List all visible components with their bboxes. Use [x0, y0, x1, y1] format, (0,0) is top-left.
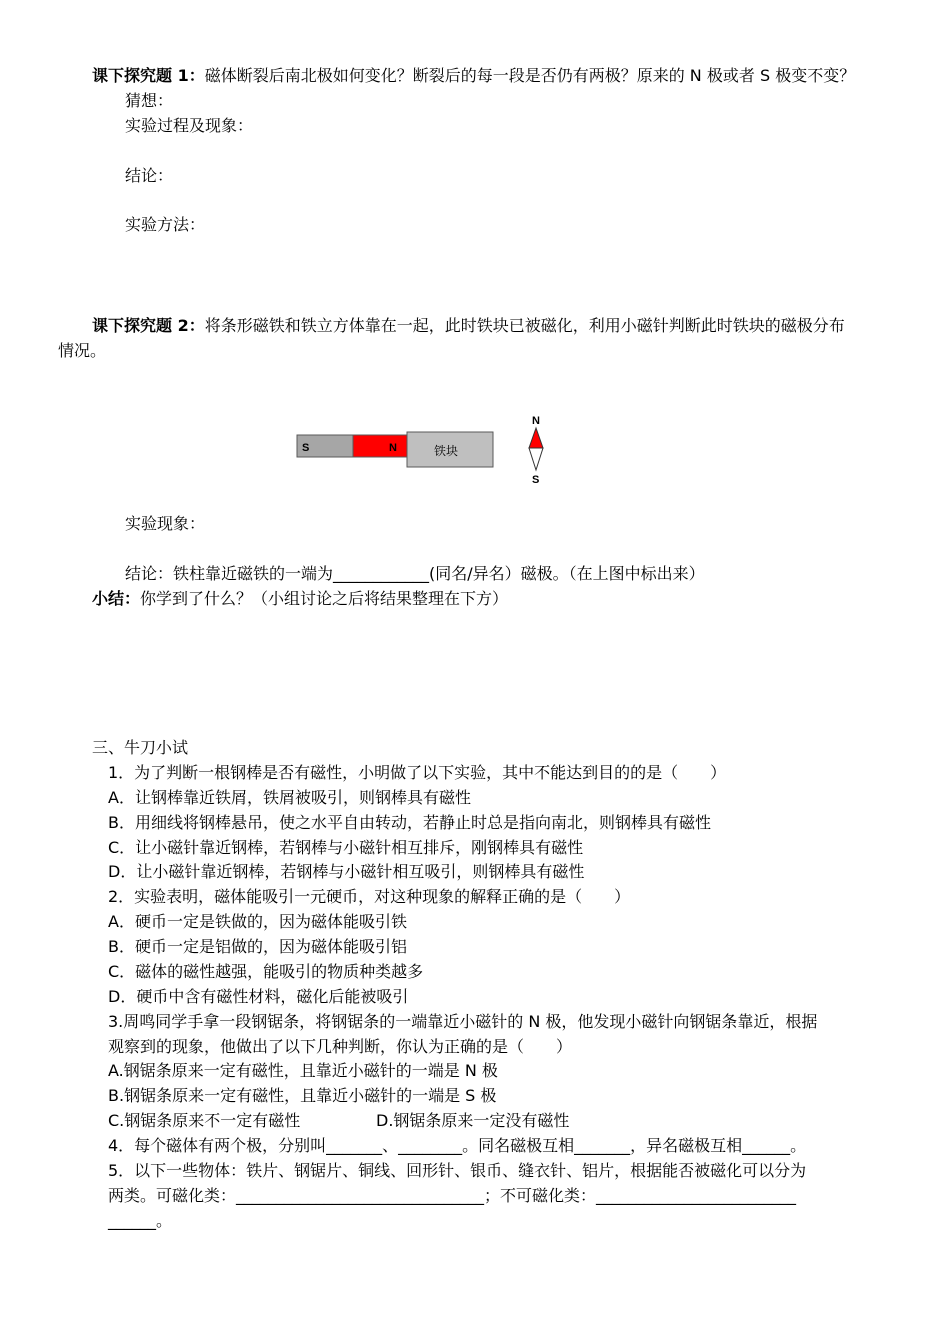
- summary: [92, 588, 508, 610]
- q2-phenomenon: 实验现象：: [125, 514, 206, 533]
- s3-line: 观察到的现象，他做出了以下几种判断，你认为正确的是（ ）: [108, 1037, 573, 1056]
- s3-line: D．让小磁针靠近钢棒，若钢棒与小磁针相互吸引，则钢棒具有磁性: [108, 862, 585, 881]
- s3-line: C．磁体的磁性越强，能吸引的物质种类越多: [108, 962, 424, 981]
- q1-conclusion: 结论：: [125, 166, 174, 185]
- s3-line: D.钢锯条原来一定没有磁性: [376, 1111, 570, 1130]
- magnet-n-label: N: [389, 442, 397, 454]
- s3-line: 2．实验表明，磁体能吸引一元硬币，对这种现象的解释正确的是（ ）: [108, 887, 631, 906]
- q2-heading: [92, 315, 845, 337]
- summary-text: 你学到了什么？（小组讨论之后将结果整理在下方）: [140, 589, 509, 608]
- s3-line: A．硬币一定是铁做的，因为磁体能吸引铁: [108, 912, 407, 931]
- s3-line: B．用细线将钢棒悬吊，使之水平自由转动，若静止时总是指向南北，则钢棒具有磁性: [108, 813, 711, 832]
- magnet-figure: [294, 410, 554, 490]
- needle-s-label: S: [532, 474, 540, 486]
- s3-line: 1．为了判断一根钢棒是否有磁性，小明做了以下实验，其中不能达到目的的是（ ）: [108, 763, 727, 782]
- s3-line: C．让小磁针靠近钢棒，若钢棒与小磁针相互排斥，刚钢棒具有磁性: [108, 838, 584, 857]
- s3-line: 4．每个磁体有两个极，分别叫_______、________。同名磁极互相_______，异名磁极互相______。: [108, 1136, 807, 1155]
- q2-text-line1: 将条形磁铁和铁立方体靠在一起，此时铁块已被磁化，利用小磁针判断此时铁块的磁极分布: [204, 316, 845, 335]
- s3-line: ______。: [108, 1211, 173, 1230]
- s3-line: C.钢锯条原来不一定有磁性: [108, 1111, 301, 1130]
- q1-heading: [92, 65, 855, 87]
- q1-text: 磁体断裂后南北极如何变化？断裂后的每一段是否仍有两极？原来的 N 极或者 S 极变不变？: [204, 66, 856, 85]
- needle-n-label: N: [532, 415, 540, 427]
- s3-line: D．硬币中含有磁性材料，磁化后能被吸引: [108, 987, 409, 1006]
- s3-line: A.钢锯条原来一定有磁性，且靠近小磁针的一端是 N 极: [108, 1061, 498, 1080]
- s3-line: A．让钢棒靠近铁屑，铁屑被吸引，则钢棒具有磁性: [108, 788, 471, 807]
- compass-needle-south: [529, 448, 543, 470]
- summary-label: 小结：: [92, 589, 141, 608]
- q2-conclusion: 结论：铁柱靠近磁铁的一端为____________(同名/异名）磁极。（在上图中标出来）: [125, 564, 705, 583]
- s3-line: B．硬币一定是铝做的，因为磁体能吸引铝: [108, 937, 407, 956]
- magnet-north-half: [353, 435, 407, 457]
- iron-block-label: 铁块: [434, 444, 459, 458]
- q1-process: 实验过程及现象：: [125, 116, 254, 135]
- q2-text-line2: 情况。: [58, 341, 107, 360]
- compass-needle-north: [529, 428, 543, 448]
- q1-method: 实验方法：: [125, 215, 206, 234]
- magnet-s-label: S: [302, 442, 310, 454]
- s3-line: 3.周鸣同学手拿一段钢锯条，将钢锯条的一端靠近小磁针的 N 极，他发现小磁针向钢锯条靠近，根据: [108, 1012, 818, 1031]
- q2-label: 课下探究题 2：: [92, 316, 205, 335]
- q1-label: 课下探究题 1：: [92, 66, 205, 85]
- s3-line: 两类。可磁化类：_______________________________；不可磁化类：_________________________: [108, 1186, 797, 1205]
- section3-title: 三、牛刀小试: [92, 738, 189, 757]
- s3-line: B.钢锯条原来一定有磁性，且靠近小磁针的一端是 S 极: [108, 1086, 497, 1105]
- q1-guess: 猜想：: [125, 91, 174, 110]
- s3-line: 5．以下一些物体：铁片、钢锯片、铜线、回形针、银币、缝衣针、铝片，根据能否被磁化可以分为: [108, 1161, 807, 1180]
